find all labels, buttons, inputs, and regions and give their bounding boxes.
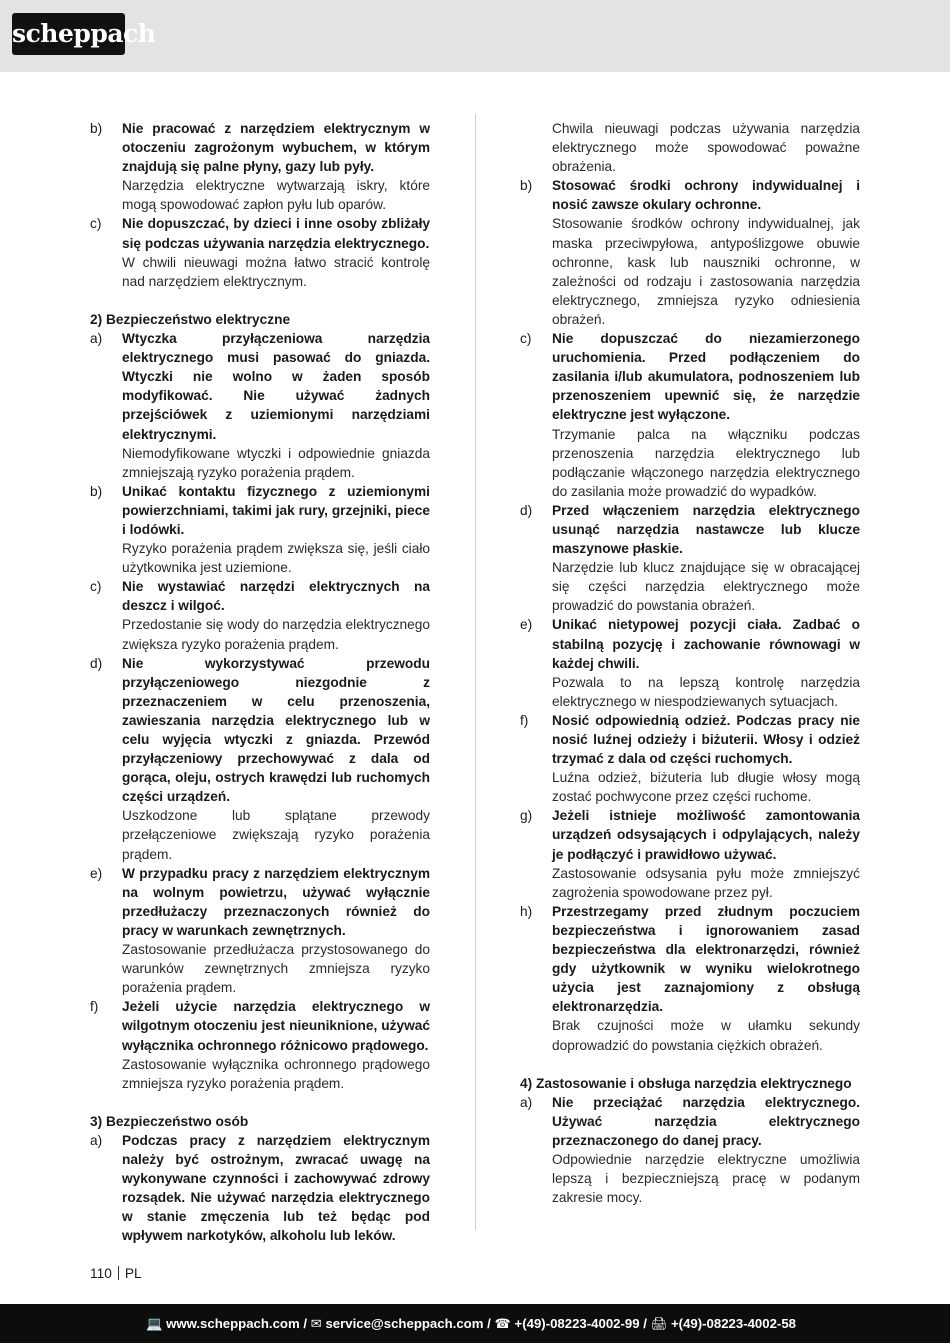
- list-item: [520, 329, 860, 501]
- list-item: [520, 806, 860, 901]
- column-divider: [475, 114, 476, 1230]
- item-label: d): [520, 502, 533, 518]
- page-number-value: 110: [90, 1266, 112, 1281]
- item-label: d): [90, 655, 103, 671]
- list-item: [90, 997, 430, 1092]
- fax-number: +(49)-08223-4002-58: [670, 1316, 796, 1331]
- item-label: a): [90, 1132, 103, 1148]
- list-item: [90, 329, 430, 482]
- item-explanation: W chwili nieuwagi można łatwo stracić kontrolę nad narzędziem elektrycznym.: [122, 254, 430, 289]
- item-instruction: Unikać kontaktu fizycznego z uziemionymi powierzchniami, takimi jak rury, grzejniki, piece i lodówki.: [122, 483, 430, 537]
- list-item: [90, 1131, 430, 1246]
- item-label: e): [90, 865, 103, 881]
- page-number-separator: [118, 1266, 119, 1280]
- item-instruction: Przed włączeniem narzędzia elektrycznego usunąć narzędzia nastawcze lub klucze maszynowe płaskie.: [552, 502, 860, 557]
- item-explanation: Ryzyko porażenia prądem zwiększa się, jeśli ciało użytkownika jest uziemione.: [122, 541, 430, 576]
- item-label: c): [90, 579, 102, 595]
- item-label: e): [520, 617, 533, 633]
- list-item: [90, 577, 430, 653]
- computer-icon: 💻: [145, 1316, 163, 1331]
- item-instruction: Jeżeli użycie narzędzia elektrycznego w wilgotnym otoczeniu jest nieuniknione, używać wyłącznika ochronnego różnicowo prądowego.: [122, 999, 430, 1053]
- item-explanation: Brak czujności może w ułamku sekundy doprowadzić do powstania ciężkich obrażeń.: [552, 1018, 860, 1053]
- item-instruction: Nie wykorzystywać przewodu przyłączeniowego niezgodnie z przeznaczeniem w celu przenoszenia, zawieszania narzędzia elektrycznego lub w celu wyjęcia wtyczki z gniazda. Przewód przyłączeniowy przechowywać z dala od gorąca, oleju, ostrych krawędzi lub ruchomych części urządzeń.: [122, 655, 430, 805]
- item-label: f): [90, 999, 99, 1015]
- item-label: g): [520, 808, 533, 824]
- phone-number: +(49)-08223-4002-99: [514, 1316, 640, 1331]
- list-item: [90, 482, 430, 577]
- page-header: [0, 0, 950, 72]
- language-code: PL: [124, 1266, 142, 1281]
- list-item: [520, 711, 860, 806]
- item-instruction: Jeżeli istnieje możliwość zamontowania urządzeń odsysających i odpylających, należy je podłączyć i prawidłowo używać.: [552, 808, 860, 862]
- item-label: c): [520, 331, 532, 347]
- footer-separator: /: [299, 1316, 311, 1331]
- page-footer: [0, 1304, 950, 1343]
- item-explanation: Trzymanie palca na włączniku podczas przenoszenia narzędzia elektrycznego lub podłączanie włączonego narzędzia elektrycznego do zasilania może prowadzić do wypadków.: [552, 426, 860, 499]
- item-explanation-continued: Chwila nieuwagi podczas używania narzędzia elektrycznego może spowodować poważne obrażenia.: [552, 121, 860, 175]
- item-explanation: Przedostanie się wody do narzędzia elektrycznego zwiększa ryzyko porażenia prądem.: [122, 617, 430, 652]
- website-link[interactable]: www.scheppach.com: [166, 1316, 300, 1331]
- item-instruction: Nie dopuszczać do niezamierzonego uruchomienia. Przed podłączeniem do zasilania i/lub akumulatora, podnoszeniem lub przenoszeniem upewnić się, że narzędzie elektryczne jest wyłączone.: [552, 331, 860, 423]
- list-item: [520, 615, 860, 710]
- item-instruction: Nie przeciążać narzędzia elektrycznego. Używać narzędzia elektrycznego przeznaczonego do danej pracy.: [552, 1094, 860, 1148]
- item-instruction: Wtyczka przyłączeniowa narzędzia elektrycznego musi pasować do gniazda. Wtyczki nie wolno w żaden sposób modyfikować. Nie używać żadnych przejściówek z uziemionymi narzędziami elektrycznymi.: [122, 331, 430, 442]
- scheppach-logo: scheppach: [12, 13, 125, 55]
- item-label: a): [90, 331, 103, 347]
- item-explanation: Luźna odzież, biżuteria lub długie włosy mogą zostać pochwycone przez części ruchome.: [552, 770, 860, 805]
- section-heading: 2) Bezpieczeństwo elektryczne: [90, 311, 291, 327]
- list-item: [90, 119, 430, 214]
- list-item: [520, 1093, 860, 1208]
- item-instruction: Nie wystawiać narzędzi elektrycznych na deszcz i wilgoć.: [122, 579, 430, 614]
- item-label: b): [520, 178, 533, 194]
- item-explanation: Uszkodzone lub splątane przewody przełączeniowe zwiększają ryzyko porażenia prądem.: [122, 808, 430, 862]
- item-explanation: Odpowiednie narzędzie elektryczne umożliwia lepszą i bezpieczniejszą pracę w podanym zakresie mocy.: [552, 1152, 860, 1206]
- item-instruction: Przestrzegamy przed złudnym poczuciem bezpieczeństwa i ignorowaniem zasad bezpieczeństwa dla elektronarzędzi, również gdy użytkownik w wyniku wielokrotnego użycia jest zaznajomiony z obsługą elektronarzędzia.: [552, 903, 860, 1015]
- item-instruction: Podczas pracy z narzędziem elektrycznym należy być ostrożnym, zwracać uwagę na wykonywane czynności i zachowywać zdrowy rozsądek. Nie używać narzędzia elektrycznego w stanie zmęczenia lub też będąc pod wpływem narkotyków, alkoholu lub leków.: [122, 1132, 430, 1244]
- item-instruction: W przypadku pracy z narzędziem elektrycznym na wolnym powietrzu, używać wyłącznie przedłużaczy przeznaczonych również do pracy w warunkach zewnętrznych.: [122, 865, 430, 938]
- list-item: [520, 501, 860, 616]
- item-label: b): [90, 483, 103, 499]
- item-explanation: Zastosowanie przedłużacza przystosowanego do warunków zewnętrznych zmniejsza ryzyko porażenia prądem.: [122, 942, 430, 996]
- list-item: [90, 654, 430, 864]
- item-explanation: Pozwala to na lepszą kontrolę narzędzia elektrycznego w niespodziewanych sytuacjach.: [552, 674, 860, 709]
- footer-separator: /: [639, 1316, 651, 1331]
- list-item: [520, 176, 860, 329]
- item-label: c): [90, 216, 102, 232]
- list-item: [90, 214, 430, 290]
- left-column: [90, 119, 430, 1246]
- mail-icon: ✉: [310, 1316, 322, 1331]
- footer-separator: /: [483, 1316, 495, 1331]
- item-instruction: Nie pracować z narzędziem elektrycznym w otoczeniu zagrożonym wybuchem, w którym znajdują się palne płyny, gazy lub pyły.: [122, 121, 430, 175]
- list-item: [90, 864, 430, 998]
- item-explanation: Narzędzie lub klucz znajdujące się w obracającej się części narzędzia elektrycznego może prowadzić do powstania obrażeń.: [552, 560, 860, 614]
- item-label: a): [520, 1094, 533, 1110]
- item-explanation: Narzędzia elektryczne wytwarzają iskry, które mogą spowodować zapłon pyłu lub oparów.: [122, 178, 430, 213]
- item-explanation: Stosowanie środków ochrony indywidualnej, jak maska przeciwpyłowa, antypoślizgowe obuwie ochronne, kask lub nauszniki ochronne, w zależności od rodzaju i zastosowania narzędzia elektrycznego, zmniejsza ryzyko odniesienia obrażeń.: [552, 216, 860, 327]
- item-instruction: Nie dopuszczać, by dzieci i inne osoby zbliżały się podczas używania narzędzia elektrycznego.: [122, 216, 430, 251]
- phone-icon: ☎: [494, 1316, 511, 1331]
- page-number: [90, 1266, 142, 1281]
- list-item: [520, 902, 860, 1055]
- right-column: [520, 119, 860, 1207]
- item-instruction: Unikać nietypowej pozycji ciała. Zadbać o stabilną pozycję i zachowanie równowagi w każdej chwili.: [552, 617, 860, 671]
- section-heading: 4) Zastosowanie i obsługa narzędzia elektrycznego: [520, 1075, 852, 1091]
- item-label: b): [90, 121, 103, 136]
- item-explanation: Zastosowanie odsysania pyłu może zmniejszyć zagrożenia spowodowane przez pył.: [552, 865, 860, 900]
- fax-icon: 🖨: [650, 1316, 668, 1331]
- item-instruction: Nosić odpowiednią odzież. Podczas pracy nie nosić luźnej odzieży i biżuterii. Włosy i odzież trzymać z dala od części ruchomych.: [552, 712, 860, 767]
- item-explanation: Zastosowanie wyłącznika ochronnego prądowego zmniejsza ryzyko porażenia prądem.: [122, 1056, 430, 1091]
- email-link[interactable]: service@scheppach.com: [325, 1316, 484, 1331]
- item-explanation: Niemodyfikowane wtyczki i odpowiednie gniazda zmniejszają ryzyko porażenia prądem.: [122, 445, 430, 480]
- item-label: h): [520, 903, 533, 919]
- item-label: f): [520, 712, 529, 728]
- section-heading: 3) Bezpieczeństwo osób: [90, 1113, 249, 1129]
- item-instruction: Stosować środki ochrony indywidualnej i nosić zawsze okulary ochronne.: [552, 178, 860, 213]
